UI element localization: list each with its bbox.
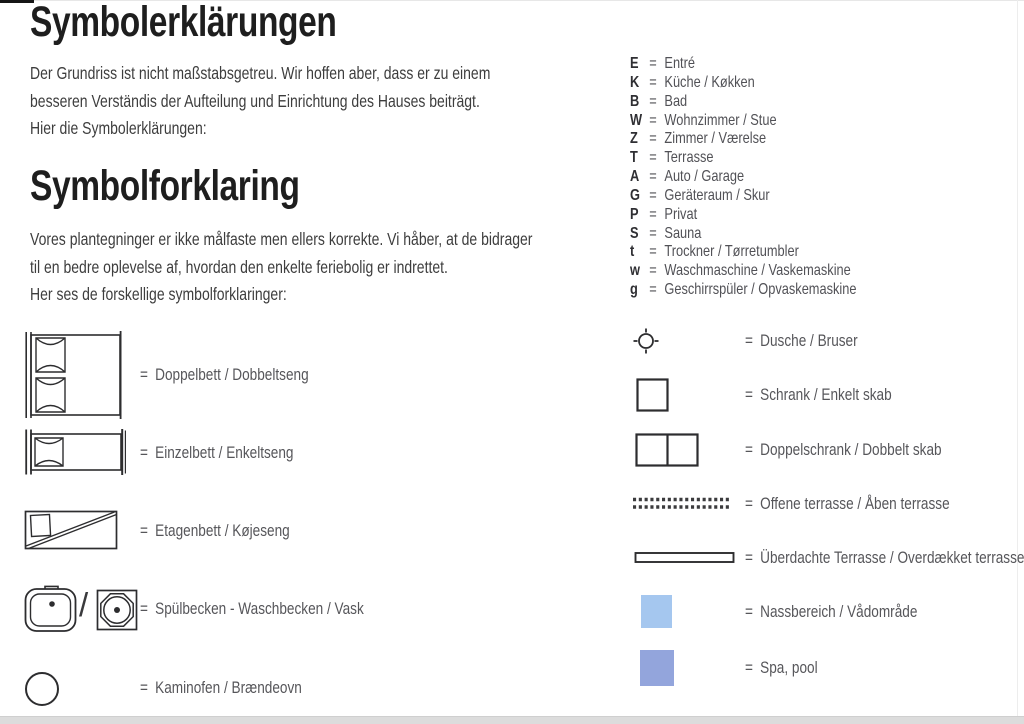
symbol-label-open-terrace: = Offene terrasse / Åben terrasse [745, 494, 950, 513]
equals-sign: = [649, 73, 657, 91]
room-code: B [630, 92, 640, 110]
symbol-label-single-bed: = Einzelbett / Enkeltseng [140, 443, 294, 462]
round-basin-icon [96, 589, 138, 631]
page-bottom-edge [0, 716, 1024, 724]
equals-sign: = [649, 55, 657, 72]
legend-row-sauna: S = Sauna [630, 224, 702, 242]
equals-sign: = [745, 658, 753, 677]
intro-da-line-3: Her ses de forskellige symbolforklaringer: [30, 284, 287, 304]
room-code: t [630, 243, 635, 261]
symbol-label-covered-terrace: = Überdachte Terrasse / Overdækket terrasse [745, 548, 1024, 567]
equals-sign: = [649, 205, 657, 223]
symbol-label-double-cabinet: = Doppelschrank / Dobbelt skab [745, 440, 942, 459]
legend-row-kueche: K = Küche / Køkken [630, 73, 755, 91]
spa-pool-swatch [640, 650, 674, 686]
symbol-label-double-bed: = Doppelbett / Dobbeltseng [140, 365, 309, 384]
room-code-legend [630, 55, 1024, 300]
equals-sign: = [649, 92, 657, 110]
wet-area-swatch [641, 595, 672, 628]
equals-sign: = [745, 331, 753, 350]
equals-sign: = [745, 440, 753, 459]
open-terrace-icon [631, 496, 732, 511]
equals-sign: = [649, 281, 657, 299]
legend-row-auto: A = Auto / Garage [630, 168, 745, 186]
equals-sign: = [140, 365, 148, 384]
room-code: A [630, 168, 640, 186]
single-cabinet-icon [636, 378, 670, 412]
intro-da-line-1: Vores plantegninger er ikke målfaste men ellers korrekte. Vi håber, at de bidrager [30, 229, 533, 249]
legend-row-geschirrspueler: g = Geschirrspüler / Opvaskemaskine [630, 281, 857, 299]
equals-sign: = [649, 168, 657, 186]
symbol-label-wood-stove: = Kaminofen / Brændeovn [140, 678, 302, 697]
legend-row-waschmaschine: w = Waschmaschine / Vaskemaskine [630, 262, 851, 280]
equals-sign: = [649, 149, 657, 167]
symbol-label-shower: = Dusche / Bruser [745, 331, 858, 350]
room-code: K [630, 73, 640, 91]
equals-sign: = [140, 599, 148, 618]
symbol-label-bunk-bed: = Etagenbett / Køjeseng [140, 521, 290, 540]
legend-row-geraeteraum: G = Geräteraum / Skur [630, 186, 770, 204]
legend-row-bad: B = Bad [630, 92, 688, 110]
equals-sign: = [649, 130, 657, 148]
intro-da-line-2: til en bedre oplevelse af, hvordan den enkelte feriebolig er indrettet. [30, 256, 448, 277]
legend-row-zimmer: Z = Zimmer / Værelse [630, 130, 767, 148]
intro-de-line-2: besseren Verständis der Aufteilung und Einrichtung des Hauses beiträgt. [30, 90, 480, 111]
room-code: g [630, 281, 638, 299]
slash-separator: / [79, 586, 89, 623]
legend-row-wohnzimmer: W = Wohnzimmer / Stue [630, 111, 777, 129]
scan-artifact-topleft [0, 0, 34, 3]
symbol-label-sink: = Spülbecken - Waschbecken / Vask [140, 599, 364, 618]
room-code: T [630, 149, 638, 167]
room-code: S [630, 224, 639, 242]
equals-sign: = [649, 243, 657, 261]
covered-terrace-icon [634, 551, 735, 564]
single-bed-icon [24, 429, 132, 475]
legend-row-privat: P = Privat [630, 205, 698, 223]
equals-sign: = [649, 224, 657, 242]
title-danish: Symbolforklaring [30, 162, 300, 210]
room-code: P [630, 205, 639, 223]
kitchen-sink-icon [24, 585, 78, 633]
room-code: W [630, 111, 643, 129]
equals-sign: = [140, 678, 148, 697]
shower-icon [633, 328, 659, 354]
wood-stove-icon [24, 671, 60, 707]
legend-row-trockner: t = Trockner / Tørretumbler [630, 243, 799, 261]
room-code: w [630, 262, 640, 280]
intro-paragraph-danish [30, 226, 532, 309]
equals-sign: = [649, 262, 657, 280]
double-cabinet-icon [635, 433, 700, 467]
equals-sign: = [745, 494, 753, 513]
equals-sign: = [140, 521, 148, 540]
room-code: G [630, 186, 640, 204]
equals-sign: = [649, 186, 657, 204]
bunk-bed-icon [24, 510, 118, 550]
equals-sign: = [649, 111, 657, 129]
double-bed-icon [24, 331, 126, 419]
symbol-label-single-cabinet: = Schrank / Enkelt skab [745, 385, 892, 404]
intro-paragraph-german [30, 60, 490, 143]
equals-sign: = [745, 548, 753, 567]
symbol-label-wet-area: = Nassbereich / Vådområde [745, 602, 918, 621]
symbol-label-spa-pool: = Spa, pool [745, 658, 818, 677]
equals-sign: = [745, 602, 753, 621]
intro-de-line-3: Hier die Symbolerklärungen: [30, 118, 207, 138]
equals-sign: = [745, 385, 753, 404]
room-code: E [630, 55, 639, 72]
legend-row-terrasse: T = Terrasse [630, 149, 714, 167]
intro-de-line-1: Der Grundriss ist nicht maßstabsgetreu. Wir hoffen aber, dass er zu einem [30, 63, 491, 83]
room-code: Z [630, 130, 638, 148]
equals-sign: = [140, 443, 148, 462]
title-german: Symbolerklärungen [30, 0, 337, 46]
legend-row-entre: E = Entré [630, 55, 695, 72]
